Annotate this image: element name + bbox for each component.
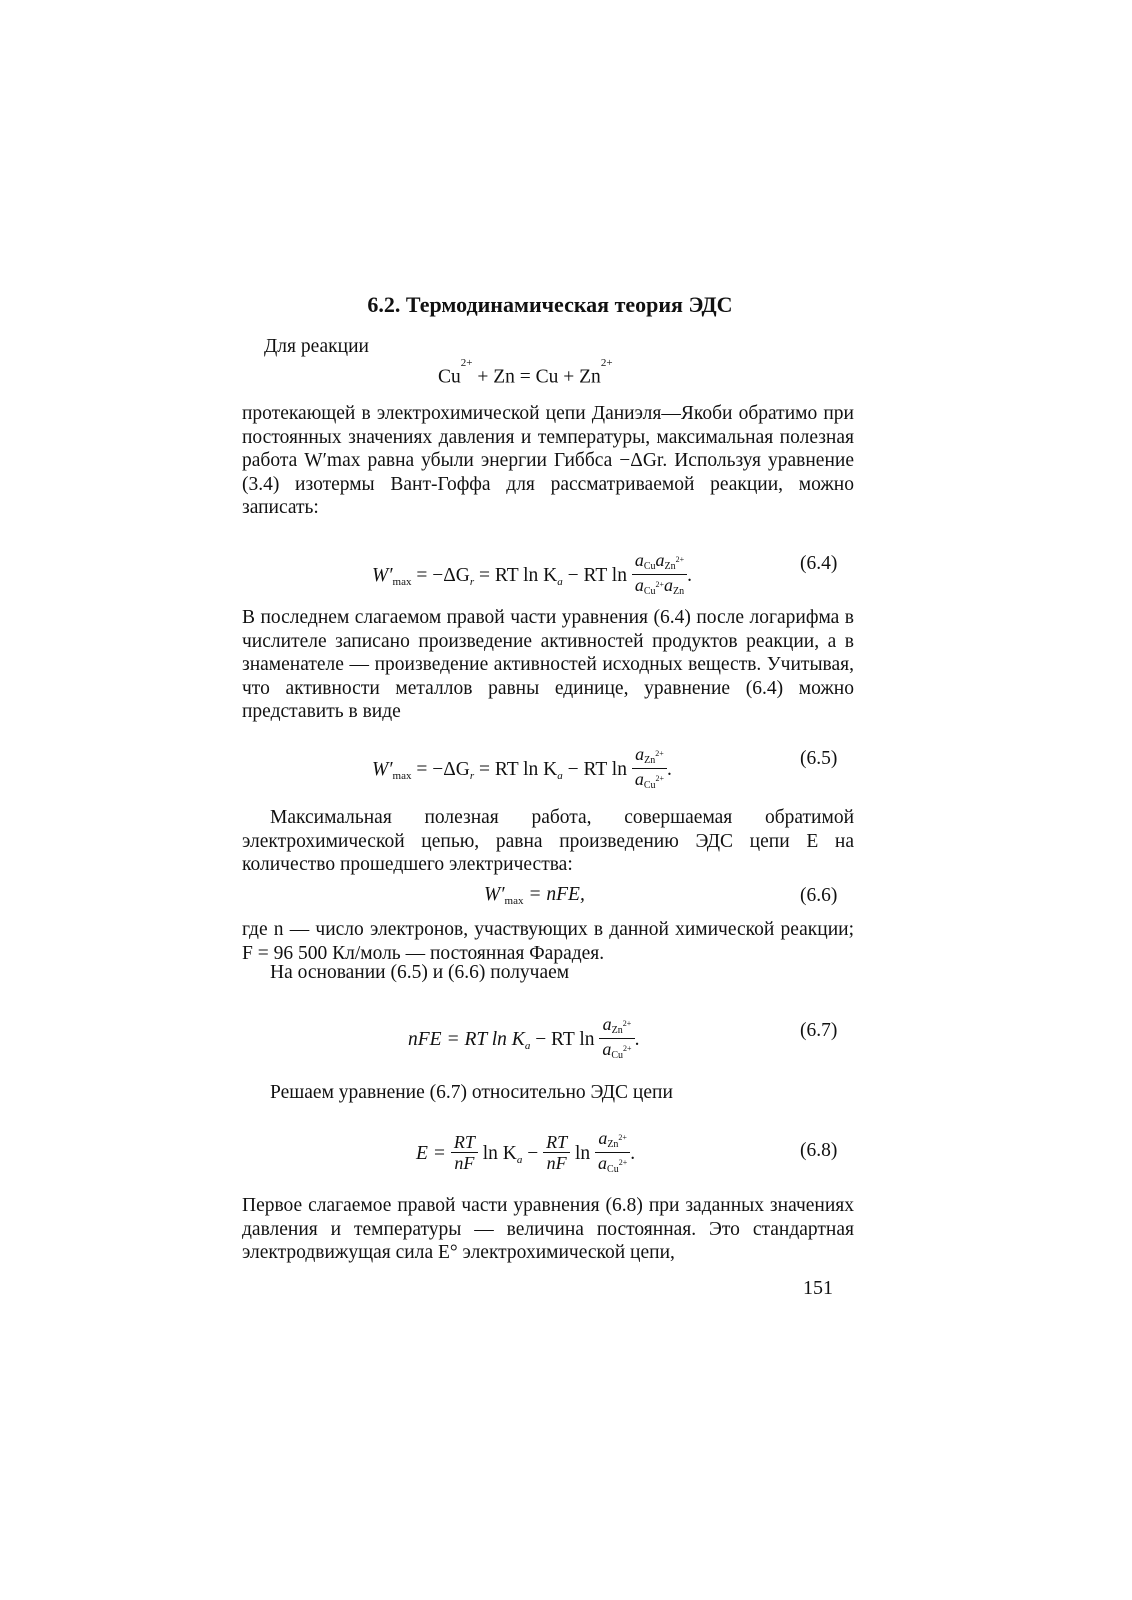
equation-6-7-fraction: $\frac{aZn^{2+}}{aCu^{2+}}$ — [599, 1014, 634, 1063]
equation-6-8-fraction-2: $\frac{RT}{nF}$ — [543, 1132, 570, 1173]
paragraph-2: В последнем слагаемом правой части уравнения (6.4) после логарифма в числителе записано произведение активностей продуктов реакции, а в знаменателе — произведение активностей исходных веществ. Учитывая, что активности металлов равны единице, уравнение (6.4) можно представить в виде — [242, 607, 854, 723]
equation-6-4-fraction: $\frac{aCuaZn^{2+}}{aCu^{2+}aZn}$ — [632, 550, 687, 599]
paragraph-1: протекающей в электрохимической цепи Даниэля—Якоби обратимо при постоянных значениях давления и температуры, максимальная полезная работа W′max равна убыли энергии Гиббса −ΔGr. Используя уравнение (3.4) изотермы Вант-Гоффа для рассматриваемой реакции, можно записать: — [242, 403, 854, 519]
paragraph-3: Максимальная полезная работа, совершаемая обратимой электрохимической цепью, равна произведению ЭДС цепи E на количество прошедшего электричества: — [242, 807, 854, 876]
intro-text: Для реакции — [264, 336, 369, 357]
equation-6-4: $W'_{max} = -\Delta G_r$ = RT $\ln K_a$ − RT ln $\frac{aCuaZn^{2+}}{aCu^{2+}aZn}$ . — [372, 550, 693, 597]
reaction-equation — [438, 357, 613, 389]
reaction-cu: Cu — [438, 366, 461, 388]
page-number: 151 — [803, 1277, 833, 1299]
section-heading: 6.2. Термодинамическая теория ЭДС — [367, 292, 733, 317]
reaction-rest: + Zn = Cu + Zn — [472, 366, 601, 388]
paragraph-6: Решаем уравнение (6.7) относительно ЭДС цепи — [270, 1082, 673, 1103]
paragraph-4: где n — число электронов, участвующих в данной химической реакции; F = 96 500 Кл/моль — постоянная Фарадея. — [242, 919, 854, 964]
equation-6-8-fraction-1: $\frac{RT}{nF}$ — [451, 1132, 478, 1173]
equation-label-6-8: (6.8) — [800, 1140, 838, 1161]
equation-label-6-4: (6.4) — [800, 553, 838, 574]
reaction-cu-charge: 2+ — [460, 357, 473, 369]
equation-6-8: E = $\frac{RT}{nF}$ $\ln K_a$ − $\frac{RT}{nF}$ ln $\frac{aZn^{2+}}{aCu^{2+}}$ . — [416, 1128, 636, 1175]
equation-6-7: nFE = RT $\ln K_a$ − RT ln $\frac{aZn^{2+}}{aCu^{2+}}$ . — [408, 1014, 640, 1061]
paragraph-7: Первое слагаемое правой части уравнения (6.8) при заданных значениях давления и температуры — величина постоянная. Это стандартная электродвижущая сила E° электрохимической цепи, — [242, 1195, 854, 1264]
equation-label-6-5: (6.5) — [800, 748, 838, 769]
equation-6-8-fraction-3: $\frac{aZn^{2+}}{aCu^{2+}}$ — [595, 1128, 630, 1177]
equation-6-5: $W'_{max} = -\Delta G_r$ = RT $\ln K_a$ − RT ln $\frac{aZn^{2+}}{aCu^{2+}}$ . — [372, 744, 672, 791]
equation-6-6: $W'_{max}$ = nFE, — [484, 884, 585, 907]
equation-label-6-7: (6.7) — [800, 1020, 838, 1041]
paragraph-5: На основании (6.5) и (6.6) получаем — [270, 962, 570, 983]
equation-6-5-fraction: $\frac{aZn^{2+}}{aCu^{2+}}$ — [632, 744, 667, 793]
equation-label-6-6: (6.6) — [800, 885, 838, 906]
reaction-zn-charge: 2+ — [600, 357, 613, 369]
